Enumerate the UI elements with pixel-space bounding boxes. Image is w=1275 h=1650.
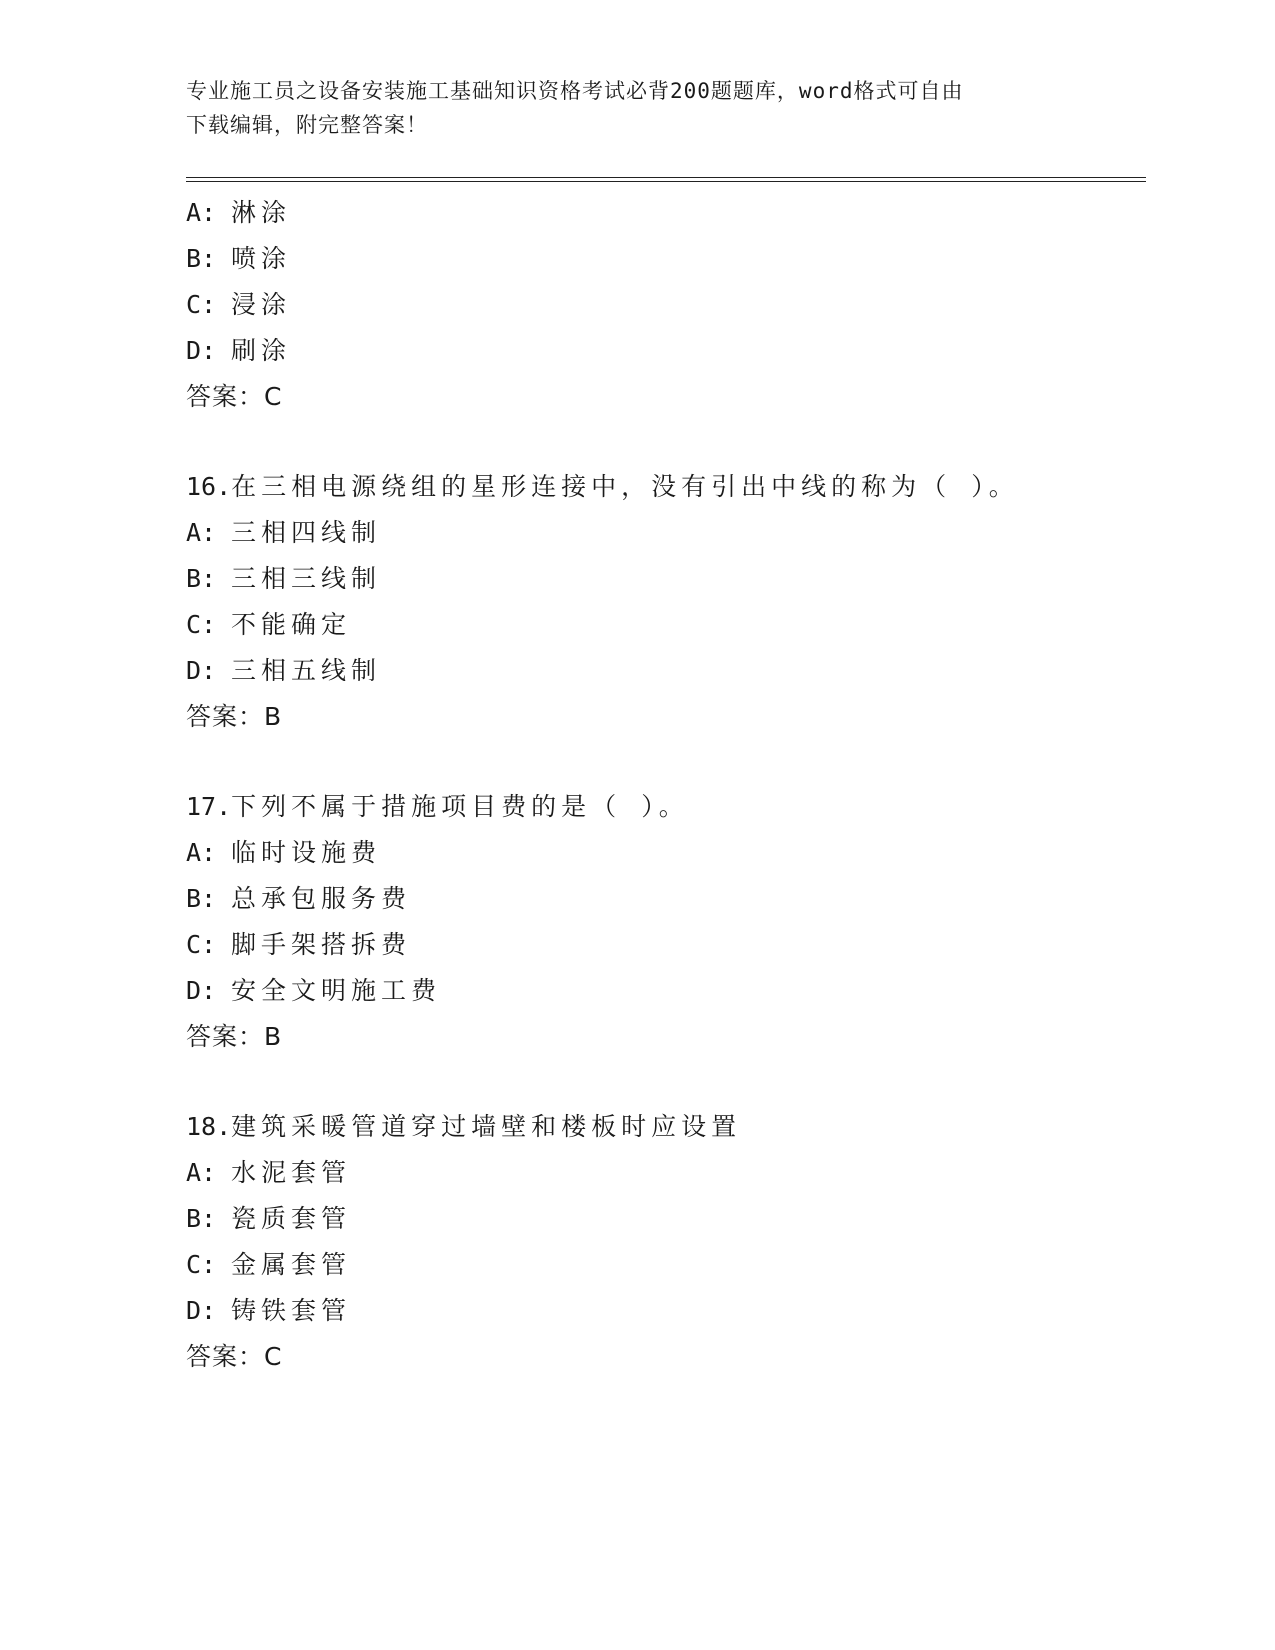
option-text: 刷涂 — [231, 336, 292, 365]
header-divider-top — [186, 177, 1146, 178]
question-15 — [186, 190, 1146, 420]
option-c — [186, 602, 1146, 648]
option-text: 淋涂 — [231, 198, 292, 227]
option-letter: D: — [186, 656, 217, 685]
option-a — [186, 1150, 1146, 1196]
option-b — [186, 876, 1146, 922]
question-text: 下列不属于措施项目费的是（ ）。 — [231, 792, 689, 821]
option-text: 水泥套管 — [231, 1158, 352, 1187]
option-b — [186, 1196, 1146, 1242]
option-c — [186, 922, 1146, 968]
option-text: 铸铁套管 — [231, 1296, 352, 1325]
question-text: 在三相电源绕组的星形连接中，没有引出中线的称为（ ）。 — [231, 472, 1019, 501]
question-18 — [186, 1104, 1146, 1380]
header-title-line-2: 下载编辑，附完整答案！ — [186, 113, 428, 137]
option-b — [186, 556, 1146, 602]
option-letter: B: — [186, 884, 217, 913]
option-text: 三相四线制 — [231, 518, 382, 547]
question-number: 18. — [186, 1112, 232, 1141]
option-text: 喷涂 — [231, 244, 292, 273]
option-b — [186, 236, 1146, 282]
header-title-line-1: 专业施工员之设备安装施工基础知识资格考试必背200题题库，word格式可自由 — [186, 79, 964, 103]
answer-line: 答案：C — [186, 1342, 283, 1371]
header-divider-bottom — [186, 181, 1146, 182]
option-text: 脚手架搭拆费 — [231, 930, 412, 959]
option-text: 临时设施费 — [231, 838, 382, 867]
option-text: 安全文明施工费 — [231, 976, 442, 1005]
option-letter: D: — [186, 1296, 217, 1325]
question-list — [186, 190, 1146, 1380]
option-text: 不能确定 — [231, 610, 352, 639]
option-c — [186, 282, 1146, 328]
option-letter: A: — [186, 838, 217, 867]
option-letter: D: — [186, 336, 217, 365]
option-text: 三相五线制 — [231, 656, 382, 685]
option-letter: C: — [186, 930, 217, 959]
option-a — [186, 510, 1146, 556]
option-d — [186, 648, 1146, 694]
question-number: 17. — [186, 792, 232, 821]
answer-line: 答案：B — [186, 702, 283, 731]
option-d — [186, 1288, 1146, 1334]
option-letter: A: — [186, 518, 217, 547]
option-d — [186, 968, 1146, 1014]
option-text: 三相三线制 — [231, 564, 382, 593]
document-header — [186, 74, 1066, 142]
option-letter: B: — [186, 244, 217, 273]
option-letter: A: — [186, 198, 217, 227]
option-letter: C: — [186, 610, 217, 639]
option-letter: A: — [186, 1158, 217, 1187]
option-a — [186, 190, 1146, 236]
option-a — [186, 830, 1146, 876]
answer-line: 答案：B — [186, 1022, 283, 1051]
question-text: 建筑采暖管道穿过墙壁和楼板时应设置 — [231, 1112, 742, 1141]
answer-line: 答案：C — [186, 382, 283, 411]
question-number: 16. — [186, 472, 232, 501]
question-stem — [186, 784, 1146, 830]
question-stem — [186, 464, 1146, 510]
option-letter: D: — [186, 976, 217, 1005]
option-text: 浸涂 — [231, 290, 292, 319]
option-letter: B: — [186, 564, 217, 593]
option-text: 金属套管 — [231, 1250, 352, 1279]
option-d — [186, 328, 1146, 374]
option-c — [186, 1242, 1146, 1288]
question-stem — [186, 1104, 1146, 1150]
question-17 — [186, 784, 1146, 1060]
option-text: 总承包服务费 — [231, 884, 412, 913]
option-letter: B: — [186, 1204, 217, 1233]
option-letter: C: — [186, 290, 217, 319]
question-16 — [186, 464, 1146, 740]
option-letter: C: — [186, 1250, 217, 1279]
option-text: 瓷质套管 — [231, 1204, 352, 1233]
